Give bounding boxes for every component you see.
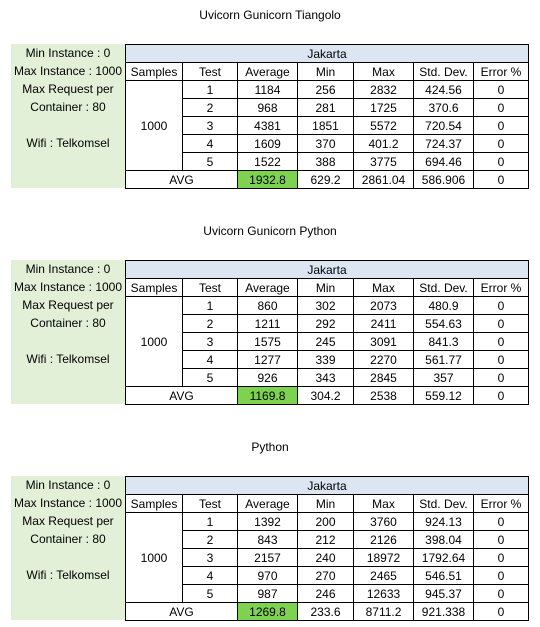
table-cell: 18972 <box>354 549 414 567</box>
column-header: Error % <box>474 279 529 297</box>
table-cell: 0 <box>474 333 529 351</box>
table-cell: 843 <box>238 531 298 549</box>
table-cell: 3 <box>183 333 238 351</box>
column-header: Min <box>298 63 354 81</box>
table-cell: 357 <box>414 369 474 387</box>
table-row <box>126 297 529 315</box>
table-cell: 2465 <box>354 567 414 585</box>
region-row <box>126 45 529 63</box>
table-cell: 270 <box>298 567 354 585</box>
table-row <box>126 333 529 351</box>
table-cell: 0 <box>474 99 529 117</box>
table-cell: 4 <box>183 351 238 369</box>
column-header: Error % <box>474 63 529 81</box>
avg-cell: 921.338 <box>414 603 474 621</box>
table-cell: 5 <box>183 153 238 171</box>
table-cell: 561.77 <box>414 351 474 369</box>
table-cell: 2157 <box>238 549 298 567</box>
column-header: Average <box>238 495 298 513</box>
table-cell: 424.56 <box>414 81 474 99</box>
table-cell: 5572 <box>354 117 414 135</box>
table-cell: 4381 <box>238 117 298 135</box>
table-cell: 5 <box>183 585 238 603</box>
column-header: Samples <box>126 495 183 513</box>
table-cell: 0 <box>474 513 529 531</box>
table-cell: 1 <box>183 81 238 99</box>
config-info-line: Max Request per <box>22 298 114 312</box>
avg-cell: 8711.2 <box>354 603 414 621</box>
table-cell: 694.46 <box>414 153 474 171</box>
column-header: Samples <box>126 63 183 81</box>
table-row <box>126 99 529 117</box>
table-cell: 246 <box>298 585 354 603</box>
region-header: Jakarta <box>126 45 529 63</box>
column-header-row <box>126 63 529 81</box>
avg-label: AVG <box>126 603 238 621</box>
avg-cell: 233.6 <box>298 603 354 621</box>
table-cell: 212 <box>298 531 354 549</box>
table-cell: 3 <box>183 117 238 135</box>
table-cell: 401.2 <box>354 135 414 153</box>
table-cell: 480.9 <box>414 297 474 315</box>
column-header: Max <box>354 279 414 297</box>
table-cell: 2411 <box>354 315 414 333</box>
avg-cell: 0 <box>474 603 529 621</box>
column-header: Std. Dev. <box>414 495 474 513</box>
config-info-line: Max Instance : 1000 <box>13 64 123 78</box>
table-cell: 12633 <box>354 585 414 603</box>
table-cell: 343 <box>298 369 354 387</box>
column-header: Max <box>354 63 414 81</box>
results-table <box>125 260 529 405</box>
table-cell: 1851 <box>298 117 354 135</box>
table-cell: 841.3 <box>414 333 474 351</box>
avg-cell: 2861.04 <box>354 171 414 189</box>
config-info-line: Min Instance : 0 <box>25 478 111 492</box>
table-cell: 987 <box>238 585 298 603</box>
avg-label: AVG <box>126 387 238 405</box>
table-cell: 5 <box>183 369 238 387</box>
samples-cell: 1000 <box>126 297 183 387</box>
column-header: Test <box>183 279 238 297</box>
column-header: Samples <box>126 279 183 297</box>
table-row <box>126 315 529 333</box>
avg-cell: 0 <box>474 171 529 189</box>
config-info-line: Max Request per <box>22 514 114 528</box>
table-cell: 2 <box>183 99 238 117</box>
column-header: Error % <box>474 495 529 513</box>
region-row <box>126 261 529 279</box>
table-cell: 546.51 <box>414 567 474 585</box>
table-cell: 926 <box>238 369 298 387</box>
samples-cell: 1000 <box>126 513 183 603</box>
column-header-row <box>126 279 529 297</box>
table-row <box>126 117 529 135</box>
table-cell: 3760 <box>354 513 414 531</box>
table-cell: 0 <box>474 135 529 153</box>
table-cell: 4 <box>183 567 238 585</box>
table-cell: 0 <box>474 153 529 171</box>
table-row <box>126 513 529 531</box>
config-info-panel <box>11 260 125 404</box>
table-cell: 339 <box>298 351 354 369</box>
column-header: Average <box>238 279 298 297</box>
column-header: Max <box>354 495 414 513</box>
column-header: Test <box>183 495 238 513</box>
block-title: Uvicorn Gunicorn Python <box>203 224 337 238</box>
table-cell: 302 <box>298 297 354 315</box>
table-cell: 1 <box>183 513 238 531</box>
table-cell: 968 <box>238 99 298 117</box>
table-row <box>126 567 529 585</box>
avg-cell: 0 <box>474 387 529 405</box>
config-info-line: Max Instance : 1000 <box>13 280 123 294</box>
table-cell: 245 <box>298 333 354 351</box>
config-info-panel <box>11 476 125 620</box>
column-header: Min <box>298 279 354 297</box>
table-cell: 3775 <box>354 153 414 171</box>
config-info-line: Min Instance : 0 <box>25 262 111 276</box>
avg-cell: 2538 <box>354 387 414 405</box>
column-header: Std. Dev. <box>414 63 474 81</box>
table-row <box>126 351 529 369</box>
avg-cell: 586.906 <box>414 171 474 189</box>
table-row <box>126 153 529 171</box>
avg-highlight-cell: 1169.8 <box>238 387 298 405</box>
samples-cell: 1000 <box>126 81 183 171</box>
table-cell: 0 <box>474 315 529 333</box>
table-cell: 3 <box>183 549 238 567</box>
table-cell: 1277 <box>238 351 298 369</box>
table-cell: 3091 <box>354 333 414 351</box>
avg-cell: 304.2 <box>298 387 354 405</box>
column-header: Average <box>238 63 298 81</box>
config-info-line: Wifi : Telkomsel <box>26 136 110 150</box>
column-header: Std. Dev. <box>414 279 474 297</box>
table-row <box>126 135 529 153</box>
table-row <box>126 531 529 549</box>
table-cell: 554.63 <box>414 315 474 333</box>
region-header: Jakarta <box>126 261 529 279</box>
table-cell: 1575 <box>238 333 298 351</box>
avg-cell: 629.2 <box>298 171 354 189</box>
config-info-line: Max Instance : 1000 <box>13 496 123 510</box>
table-cell: 292 <box>298 315 354 333</box>
region-header: Jakarta <box>126 477 529 495</box>
table-cell: 240 <box>298 549 354 567</box>
block-title: Uvicorn Gunicorn Tiangolo <box>199 8 341 22</box>
block-title: Python <box>251 440 289 454</box>
table-cell: 1211 <box>238 315 298 333</box>
table-cell: 1522 <box>238 153 298 171</box>
avg-row <box>126 387 529 405</box>
config-info-line: Min Instance : 0 <box>25 46 111 60</box>
table-cell: 281 <box>298 99 354 117</box>
table-cell: 860 <box>238 297 298 315</box>
table-cell: 2845 <box>354 369 414 387</box>
table-cell: 1392 <box>238 513 298 531</box>
table-cell: 945.37 <box>414 585 474 603</box>
column-header: Min <box>298 495 354 513</box>
column-header-row <box>126 495 529 513</box>
config-info-panel <box>11 44 125 188</box>
avg-highlight-cell: 1269.8 <box>238 603 298 621</box>
table-cell: 0 <box>474 549 529 567</box>
table-cell: 2 <box>183 315 238 333</box>
avg-row <box>126 171 529 189</box>
table-cell: 0 <box>474 567 529 585</box>
region-row <box>126 477 529 495</box>
table-cell: 2 <box>183 531 238 549</box>
config-info-line: Container : 80 <box>30 100 106 114</box>
table-cell: 0 <box>474 81 529 99</box>
table-cell: 0 <box>474 585 529 603</box>
table-cell: 0 <box>474 351 529 369</box>
avg-cell: 559.12 <box>414 387 474 405</box>
table-cell: 1609 <box>238 135 298 153</box>
results-table <box>125 44 529 189</box>
table-cell: 1725 <box>354 99 414 117</box>
table-cell: 1 <box>183 297 238 315</box>
table-cell: 0 <box>474 297 529 315</box>
config-info-line: Container : 80 <box>30 532 106 546</box>
table-cell: 970 <box>238 567 298 585</box>
avg-label: AVG <box>126 171 238 189</box>
table-cell: 1792.64 <box>414 549 474 567</box>
table-cell: 2270 <box>354 351 414 369</box>
table-row <box>126 81 529 99</box>
table-cell: 370 <box>298 135 354 153</box>
table-cell: 724.37 <box>414 135 474 153</box>
table-cell: 720.54 <box>414 117 474 135</box>
table-cell: 398.04 <box>414 531 474 549</box>
column-header: Test <box>183 63 238 81</box>
table-cell: 2832 <box>354 81 414 99</box>
table-row <box>126 369 529 387</box>
table-row <box>126 549 529 567</box>
table-cell: 4 <box>183 135 238 153</box>
table-cell: 388 <box>298 153 354 171</box>
table-cell: 0 <box>474 117 529 135</box>
table-cell: 370.6 <box>414 99 474 117</box>
avg-highlight-cell: 1932.8 <box>238 171 298 189</box>
results-table <box>125 476 529 621</box>
avg-row <box>126 603 529 621</box>
table-cell: 2126 <box>354 531 414 549</box>
table-cell: 924.13 <box>414 513 474 531</box>
config-info-line: Wifi : Telkomsel <box>26 568 110 582</box>
table-cell: 200 <box>298 513 354 531</box>
table-cell: 256 <box>298 81 354 99</box>
table-cell: 2073 <box>354 297 414 315</box>
config-info-line: Wifi : Telkomsel <box>26 352 110 366</box>
table-cell: 0 <box>474 369 529 387</box>
table-cell: 0 <box>474 531 529 549</box>
config-info-line: Max Request per <box>22 82 114 96</box>
table-cell: 1184 <box>238 81 298 99</box>
table-row <box>126 585 529 603</box>
config-info-line: Container : 80 <box>30 316 106 330</box>
